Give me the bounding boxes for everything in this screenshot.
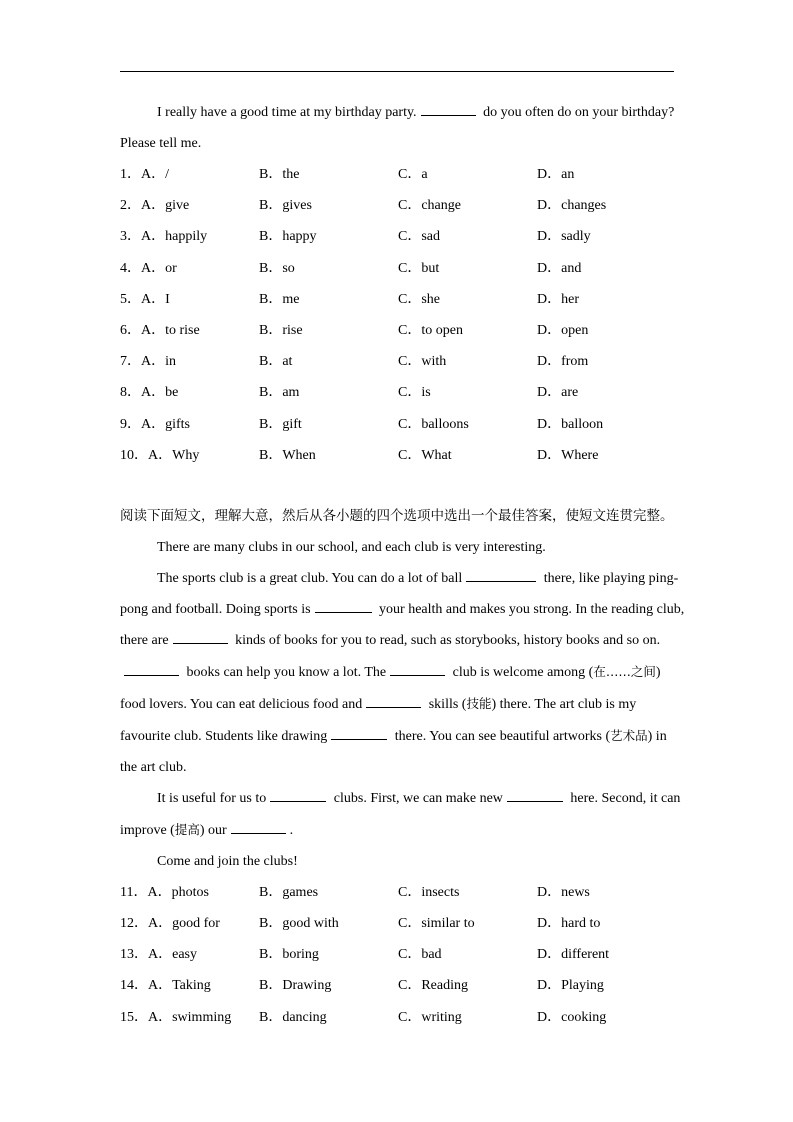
answer-blank [390,661,445,676]
option-text: D．and [537,260,582,276]
option-text: A．swimming [148,1009,232,1025]
question-number: 15． [120,1009,148,1025]
option-b[interactable] [259,1002,398,1033]
question-row [120,315,686,346]
option-text: D．an [537,167,575,182]
option-c[interactable] [398,877,537,908]
option-a[interactable] [120,221,259,252]
option-c[interactable] [398,253,537,284]
option-text: C．a [398,167,428,182]
question-number: 2． [120,198,141,214]
option-c[interactable] [398,409,537,440]
passage-text: do you often do on your birthday? Please tell me. [120,105,675,151]
option-a[interactable] [120,409,259,440]
option-d[interactable] [537,970,657,1001]
option-d[interactable] [537,409,657,440]
option-text: C．insects [398,884,460,900]
question-number: 4． [120,260,141,276]
question-row [120,377,686,408]
passage-1 [120,97,686,159]
option-text: C．with [398,354,447,370]
option-text: D．different [537,947,610,963]
question-row [120,159,686,190]
option-text: B．the [259,167,300,182]
option-text: D．from [537,354,589,370]
option-a[interactable] [120,284,259,315]
answer-blank [124,661,179,676]
option-text: A．give [141,198,190,214]
option-b[interactable] [259,253,398,284]
question-row [120,440,686,471]
question-number: 8． [120,385,141,401]
option-text: B．rise [259,322,303,338]
option-b[interactable] [259,908,398,939]
passage-text: The sports club is a great club. You can do a lot of ball [157,570,463,586]
option-text: D．hard to [537,916,601,932]
option-text: B．am [259,385,300,401]
passage-text: I really have a good time at my birthday party. [157,105,417,120]
option-c[interactable] [398,346,537,377]
question-number: 13． [120,947,148,963]
option-text: C．change [398,198,461,214]
question-row [120,221,686,252]
answer-blank [366,693,421,708]
option-text: C．but [398,260,440,276]
option-a[interactable] [120,908,259,939]
option-text: C．Reading [398,978,468,994]
option-text: C．What [398,447,452,463]
option-b[interactable] [259,159,398,190]
option-a[interactable] [120,253,259,284]
option-text: B．games [259,884,319,900]
option-text: B．gift [259,416,302,432]
option-c[interactable] [398,440,537,471]
option-b[interactable] [259,409,398,440]
option-d[interactable] [537,377,657,408]
option-text: A．happily [141,229,208,245]
option-c[interactable] [398,159,537,190]
question-number: 11． [120,884,148,900]
option-b[interactable] [259,970,398,1001]
passage-text: there, like playing ping-pong and football. Doing sports is [120,570,679,617]
question-row [120,908,686,939]
option-text: A．/ [141,167,169,182]
option-text: D．sadly [537,229,591,245]
option-b[interactable] [259,284,398,315]
question-number: 7． [120,354,141,370]
option-c[interactable] [398,908,537,939]
answer-blank [507,787,563,802]
option-text: B．boring [259,947,319,963]
option-a[interactable] [120,190,259,221]
passage-text: kinds of books for you to read, such as storybooks, history books and so on. [235,632,661,648]
passage-text: ) food lovers. You can eat delicious food and [120,664,661,712]
option-a[interactable] [120,1002,259,1033]
answer-blank [466,567,536,582]
answer-blank [421,101,476,116]
option-text: B．so [259,260,295,276]
option-d[interactable] [537,221,657,252]
question-number: 14． [120,978,148,994]
answer-blank [315,598,372,613]
option-d[interactable] [537,315,657,346]
option-text: A．photos [147,884,209,900]
passage-text: your health and makes you strong. In the reading club, there are [120,601,685,648]
option-d[interactable] [537,253,657,284]
option-d[interactable] [537,440,657,471]
option-d[interactable] [537,877,657,908]
passage-text: here. Second, it can improve ( [120,790,681,838]
option-text: B．at [259,354,293,370]
option-text: D．changes [537,198,607,214]
option-text: B．dancing [259,1009,327,1025]
question-row [120,939,686,970]
option-a[interactable] [120,970,259,1001]
question-row [120,409,686,440]
option-text: A．I [141,291,170,307]
option-d[interactable] [537,908,657,939]
option-c[interactable] [398,284,537,315]
option-c[interactable] [398,190,537,221]
question-number: 6． [120,322,141,338]
option-text: B．gives [259,198,312,214]
passage-text: It is useful for us to [157,790,267,806]
option-text: C．balloons [398,416,469,432]
document-body [120,97,686,1033]
option-text: D．are [537,385,579,401]
option-c[interactable] [398,315,537,346]
question-list-2 [120,877,686,1033]
question-row [120,346,686,377]
answer-blank [173,629,228,644]
option-b[interactable] [259,377,398,408]
option-a[interactable] [120,440,259,471]
option-d[interactable] [537,284,657,315]
option-text: A．to rise [141,322,200,338]
option-d[interactable] [537,190,657,221]
option-text: B．Drawing [259,978,332,994]
option-d[interactable] [537,1002,657,1033]
passage-text: club is welcome among ( [452,664,594,680]
para-4: Come and join the clubs! [157,853,298,869]
question-number: 5． [120,291,141,307]
option-c[interactable] [398,970,537,1001]
option-text: A．gifts [141,416,190,432]
option-b[interactable] [259,190,398,221]
option-text: C．writing [398,1009,462,1025]
option-a[interactable] [120,159,259,190]
option-d[interactable] [537,346,657,377]
question-row [120,877,686,908]
option-text: D．Where [537,447,599,463]
passage-text: ) in the art club. [120,728,667,775]
option-a[interactable] [120,377,259,408]
option-text: C．bad [398,947,442,963]
option-d[interactable] [537,939,657,970]
para-3 [120,783,686,846]
question-row [120,190,686,221]
option-a[interactable] [120,315,259,346]
option-b[interactable] [259,315,398,346]
question-row [120,970,686,1001]
option-c[interactable] [398,221,537,252]
option-text: B．good with [259,916,339,932]
option-text: A．good for [148,916,220,932]
instruction: 阅读下面短文，理解大意，然后从各小题的四个选项中选出一个最佳答案，使短文连贯完整。 [120,507,674,524]
answer-blank [231,819,286,834]
option-a[interactable] [120,939,259,970]
answer-blank [331,725,387,740]
option-text: A．easy [148,947,197,963]
option-d[interactable] [537,159,657,190]
para-2 [120,563,686,783]
gloss-text: 艺术品 [610,727,648,743]
gloss-text: 在……之间 [593,663,656,679]
question-row [120,284,686,315]
passage-text: there. You can see beautiful artworks ( [394,728,611,744]
question-number: 9． [120,416,141,432]
header-rule [120,71,674,72]
option-text: A．or [141,260,177,276]
question-number: 10． [120,447,148,463]
option-text: A．in [141,354,176,370]
option-text: C．to open [398,322,463,338]
option-text: D．open [537,322,589,338]
option-text: C．similar to [398,916,475,932]
option-b[interactable] [259,346,398,377]
option-text: B．When [259,447,316,463]
option-a[interactable] [120,877,259,908]
passage-text: ) there. The art club is my favourite club. Students like drawing [120,696,637,744]
passage-text: ) our [199,822,227,838]
question-number: 1． [120,167,141,182]
passage-text: clubs. First, we can make new [333,790,503,806]
para-1: There are many clubs in our school, and each club is very interesting. [157,539,546,555]
option-text: D．Playing [537,978,604,994]
option-text: A．Why [148,447,200,463]
passage-text: books can help you know a lot. The [186,664,387,680]
option-text: C．she [398,291,440,307]
option-text: B．happy [259,229,317,245]
option-b[interactable] [259,939,398,970]
question-number: 3． [120,229,141,245]
question-row [120,1002,686,1033]
option-text: D．cooking [537,1009,607,1025]
option-b[interactable] [259,440,398,471]
option-text: A．be [141,385,179,401]
option-text: A．Taking [148,978,211,994]
passage-text: skills ( [428,696,467,712]
question-list-1 [120,159,686,471]
option-text: D．news [537,884,590,900]
option-b[interactable] [259,221,398,252]
question-row [120,253,686,284]
option-text: D．balloon [537,416,604,432]
option-text: D．her [537,291,579,307]
option-text: C．is [398,385,431,401]
option-text: B．me [259,291,300,307]
option-c[interactable] [398,1002,537,1033]
gloss-text: 技能 [466,695,492,711]
gloss-text: 提高 [174,821,200,837]
option-c[interactable] [398,377,537,408]
option-text: C．sad [398,229,440,245]
question-number: 12． [120,916,148,932]
answer-blank [270,787,326,802]
option-a[interactable] [120,346,259,377]
option-b[interactable] [259,877,398,908]
passage-text: . [289,822,294,838]
option-c[interactable] [398,939,537,970]
